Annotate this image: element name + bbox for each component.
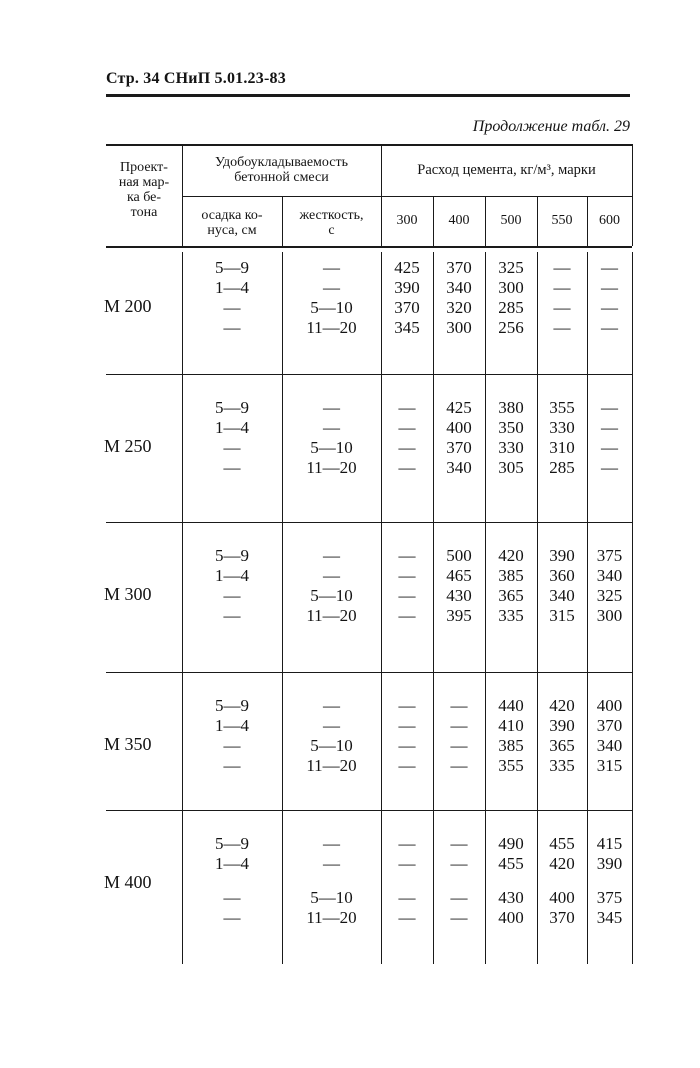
cement-grade-header: 500: [500, 213, 522, 228]
table-cell: —: [223, 458, 241, 477]
table-cell: 330: [549, 418, 575, 437]
table-cell: 370: [596, 716, 623, 735]
table-cell: 315: [596, 756, 623, 775]
table-cell: —: [601, 458, 618, 477]
table-cell: 5—9: [215, 834, 249, 853]
table-cell: 455: [498, 854, 524, 873]
concrete-grade-label: М 300: [104, 584, 152, 604]
table-cell: 400: [549, 888, 575, 907]
table-cell: 430: [446, 586, 472, 605]
table-cell: 340: [596, 736, 623, 755]
table-cell: —: [450, 736, 468, 755]
table-cell: —: [601, 318, 618, 337]
table-cell: 490: [498, 834, 524, 853]
table-cell: 310: [549, 438, 575, 457]
table-cell: 390: [549, 546, 575, 565]
table-cell: 455: [549, 834, 575, 853]
table-cell: 11—20: [306, 756, 357, 775]
table-cell: 11—20: [306, 908, 357, 927]
grade-column-header-line: ная мар-: [118, 175, 170, 190]
table-cell: 385: [498, 736, 524, 755]
table-cell: —: [553, 278, 571, 297]
table-cell: 325: [498, 258, 524, 277]
table-cell: —: [223, 298, 241, 317]
table-cell: 385: [498, 566, 524, 585]
table-cell: 11—20: [306, 458, 357, 477]
table-cell: —: [323, 834, 340, 853]
grade-column-header-line: ка бе-: [126, 190, 162, 205]
table-cell: 315: [549, 606, 575, 625]
cement-consumption-header: Расход цемента, кг/м³, марки: [417, 162, 596, 178]
table-cell: 365: [498, 586, 524, 605]
column-rule: [381, 144, 382, 246]
table-cell: 1—4: [215, 418, 249, 437]
table-cell: 375: [596, 546, 623, 565]
table-cell: —: [223, 908, 241, 927]
table-cell: —: [223, 438, 241, 457]
table-cell: —: [323, 418, 340, 437]
table-cell: 370: [446, 438, 472, 457]
table-cell: —: [223, 756, 241, 775]
grade-column-header: [106, 160, 182, 220]
table-cell: 5—9: [215, 546, 249, 565]
table-cell: 420: [549, 696, 575, 715]
table-cell: 11—20: [306, 318, 357, 337]
table-cell: —: [323, 716, 340, 735]
table-cell: 380: [498, 398, 524, 417]
table-cell: 390: [394, 278, 420, 297]
grade-column-header-line: Проект-: [120, 160, 168, 175]
table-cell: 1—4: [215, 854, 249, 873]
table-cell: 465: [446, 566, 472, 585]
group-separator-rule: [106, 374, 632, 375]
table-cell: —: [223, 606, 241, 625]
table-cell: —: [601, 278, 618, 297]
table-top-rule: [106, 144, 632, 146]
table-cell: 425: [394, 258, 420, 277]
table-cell: —: [398, 908, 416, 927]
table-cell: —: [450, 756, 468, 775]
table-cell: —: [398, 398, 416, 417]
table-cell: 340: [549, 586, 575, 605]
cement-grade-header: 600: [599, 213, 620, 228]
table-cell: —: [323, 398, 340, 417]
table-cell: —: [450, 854, 468, 873]
table-cell: 320: [446, 298, 472, 317]
table-cell: 1—4: [215, 278, 249, 297]
table-cell: 305: [498, 458, 524, 477]
concrete-grade-label: М 350: [104, 734, 152, 754]
table-cell: —: [398, 834, 416, 853]
header-bottom-rule: [106, 246, 632, 248]
table-cell: 400: [446, 418, 472, 437]
table-cell: —: [398, 854, 416, 873]
table-cell: 5—9: [215, 258, 249, 277]
table-cell: 410: [498, 716, 524, 735]
workability-header-line: бетонной смеси: [234, 170, 329, 185]
concrete-grade-label: М 400: [104, 872, 152, 892]
page-header: Стр. 34 СНиП 5.01.23-83: [106, 70, 286, 87]
table-cell: —: [223, 736, 241, 755]
header-rule: [106, 94, 630, 97]
table-cell: 5—10: [310, 586, 353, 605]
table-cell: 5—9: [215, 398, 249, 417]
table-cell: —: [323, 854, 340, 873]
table-cell: —: [223, 318, 241, 337]
stiffness-header: [282, 208, 381, 238]
table-cell: —: [450, 908, 468, 927]
table-cell: —: [323, 696, 340, 715]
table-cell: 400: [498, 908, 524, 927]
table-cell: 415: [596, 834, 623, 853]
table-cell: —: [553, 318, 571, 337]
table-cell: 345: [596, 908, 623, 927]
table-cell: 420: [498, 546, 524, 565]
concrete-grade-label: М 250: [104, 436, 152, 456]
table-cell: 11—20: [306, 606, 357, 625]
table-cell: 400: [596, 696, 623, 715]
group-separator-rule: [106, 672, 632, 673]
table-cell: —: [323, 258, 340, 277]
stiffness-header-line: жесткость,: [299, 208, 364, 223]
table-cell: —: [398, 438, 416, 457]
table-cell: —: [601, 418, 618, 437]
table-cell: —: [450, 834, 468, 853]
table-cell: 340: [446, 458, 472, 477]
concrete-grade-label: М 200: [104, 296, 152, 316]
table-cell: —: [601, 398, 618, 417]
table-cell: —: [323, 278, 340, 297]
table-cell: 375: [596, 888, 623, 907]
table-cell: 5—10: [310, 298, 353, 317]
table-cell: 5—10: [310, 438, 353, 457]
group-separator-rule: [106, 810, 632, 811]
slump-header-line: нуса, см: [207, 223, 257, 238]
slump-header: [182, 208, 282, 238]
table-cell: —: [223, 888, 241, 907]
table-cell: —: [601, 258, 618, 277]
table-cell: 1—4: [215, 566, 249, 585]
table-cell: 350: [498, 418, 524, 437]
table-cell: 335: [498, 606, 524, 625]
table-cell: —: [398, 756, 416, 775]
table-cell: —: [223, 586, 241, 605]
table-cell: 285: [498, 298, 524, 317]
table-cell: —: [601, 298, 618, 317]
table-cell: 1—4: [215, 716, 249, 735]
table-cell: —: [450, 716, 468, 735]
table-cell: —: [553, 258, 571, 277]
table-cell: 340: [446, 278, 472, 297]
table-cell: —: [601, 438, 618, 457]
header-mid-rule: [182, 196, 632, 197]
table-cell: —: [323, 546, 340, 565]
table-cell: 300: [498, 278, 524, 297]
table-cell: 285: [549, 458, 575, 477]
table-cell: —: [398, 716, 416, 735]
table-cell: 390: [549, 716, 575, 735]
table-cell: 390: [596, 854, 623, 873]
table-cell: —: [398, 736, 416, 755]
table-cell: —: [398, 458, 416, 477]
table-cell: —: [323, 566, 340, 585]
table-cell: 355: [498, 756, 524, 775]
table-cell: —: [398, 418, 416, 437]
cement-grade-header: 550: [551, 213, 573, 228]
table-cell: 5—9: [215, 696, 249, 715]
table-cell: 395: [446, 606, 472, 625]
table-cell: —: [398, 606, 416, 625]
table-cell: —: [553, 298, 571, 317]
table-cell: 425: [446, 398, 472, 417]
table-cell: 335: [549, 756, 575, 775]
table-cell: 420: [549, 854, 575, 873]
table-cell: —: [398, 888, 416, 907]
table-cell: —: [398, 586, 416, 605]
table-cell: 340: [596, 566, 623, 585]
table-cell: 5—10: [310, 736, 353, 755]
table-cell: 365: [549, 736, 575, 755]
table-cell: 5—10: [310, 888, 353, 907]
table-continuation-label: Продолжение табл. 29: [472, 118, 630, 135]
table-cell: —: [398, 566, 416, 585]
stiffness-header-line: с: [328, 223, 335, 238]
grade-column-header-line: тона: [130, 205, 158, 220]
column-rule: [632, 252, 633, 964]
workability-header-line: Удобоукладываемость: [215, 155, 348, 170]
table-cell: —: [450, 696, 468, 715]
table-cell: 300: [596, 606, 623, 625]
column-rule: [632, 144, 633, 246]
slump-header-line: осадка ко-: [201, 208, 263, 223]
table-cell: 370: [549, 908, 575, 927]
table-cell: 256: [498, 318, 524, 337]
table-cell: 330: [498, 438, 524, 457]
table-cell: 345: [394, 318, 420, 337]
table-cell: 370: [446, 258, 472, 277]
cement-grade-header: 400: [448, 213, 470, 228]
table-cell: —: [398, 546, 416, 565]
table-cell: 440: [498, 696, 524, 715]
table-cell: 325: [596, 586, 623, 605]
table-cell: 370: [394, 298, 420, 317]
workability-header: [182, 155, 381, 185]
table-cell: 500: [446, 546, 472, 565]
table-cell: 355: [549, 398, 575, 417]
cement-grade-header: 300: [396, 213, 418, 228]
table-cell: 430: [498, 888, 524, 907]
table-cell: —: [398, 696, 416, 715]
table-cell: 360: [549, 566, 575, 585]
table-cell: —: [450, 888, 468, 907]
group-separator-rule: [106, 522, 632, 523]
table-cell: 300: [446, 318, 472, 337]
